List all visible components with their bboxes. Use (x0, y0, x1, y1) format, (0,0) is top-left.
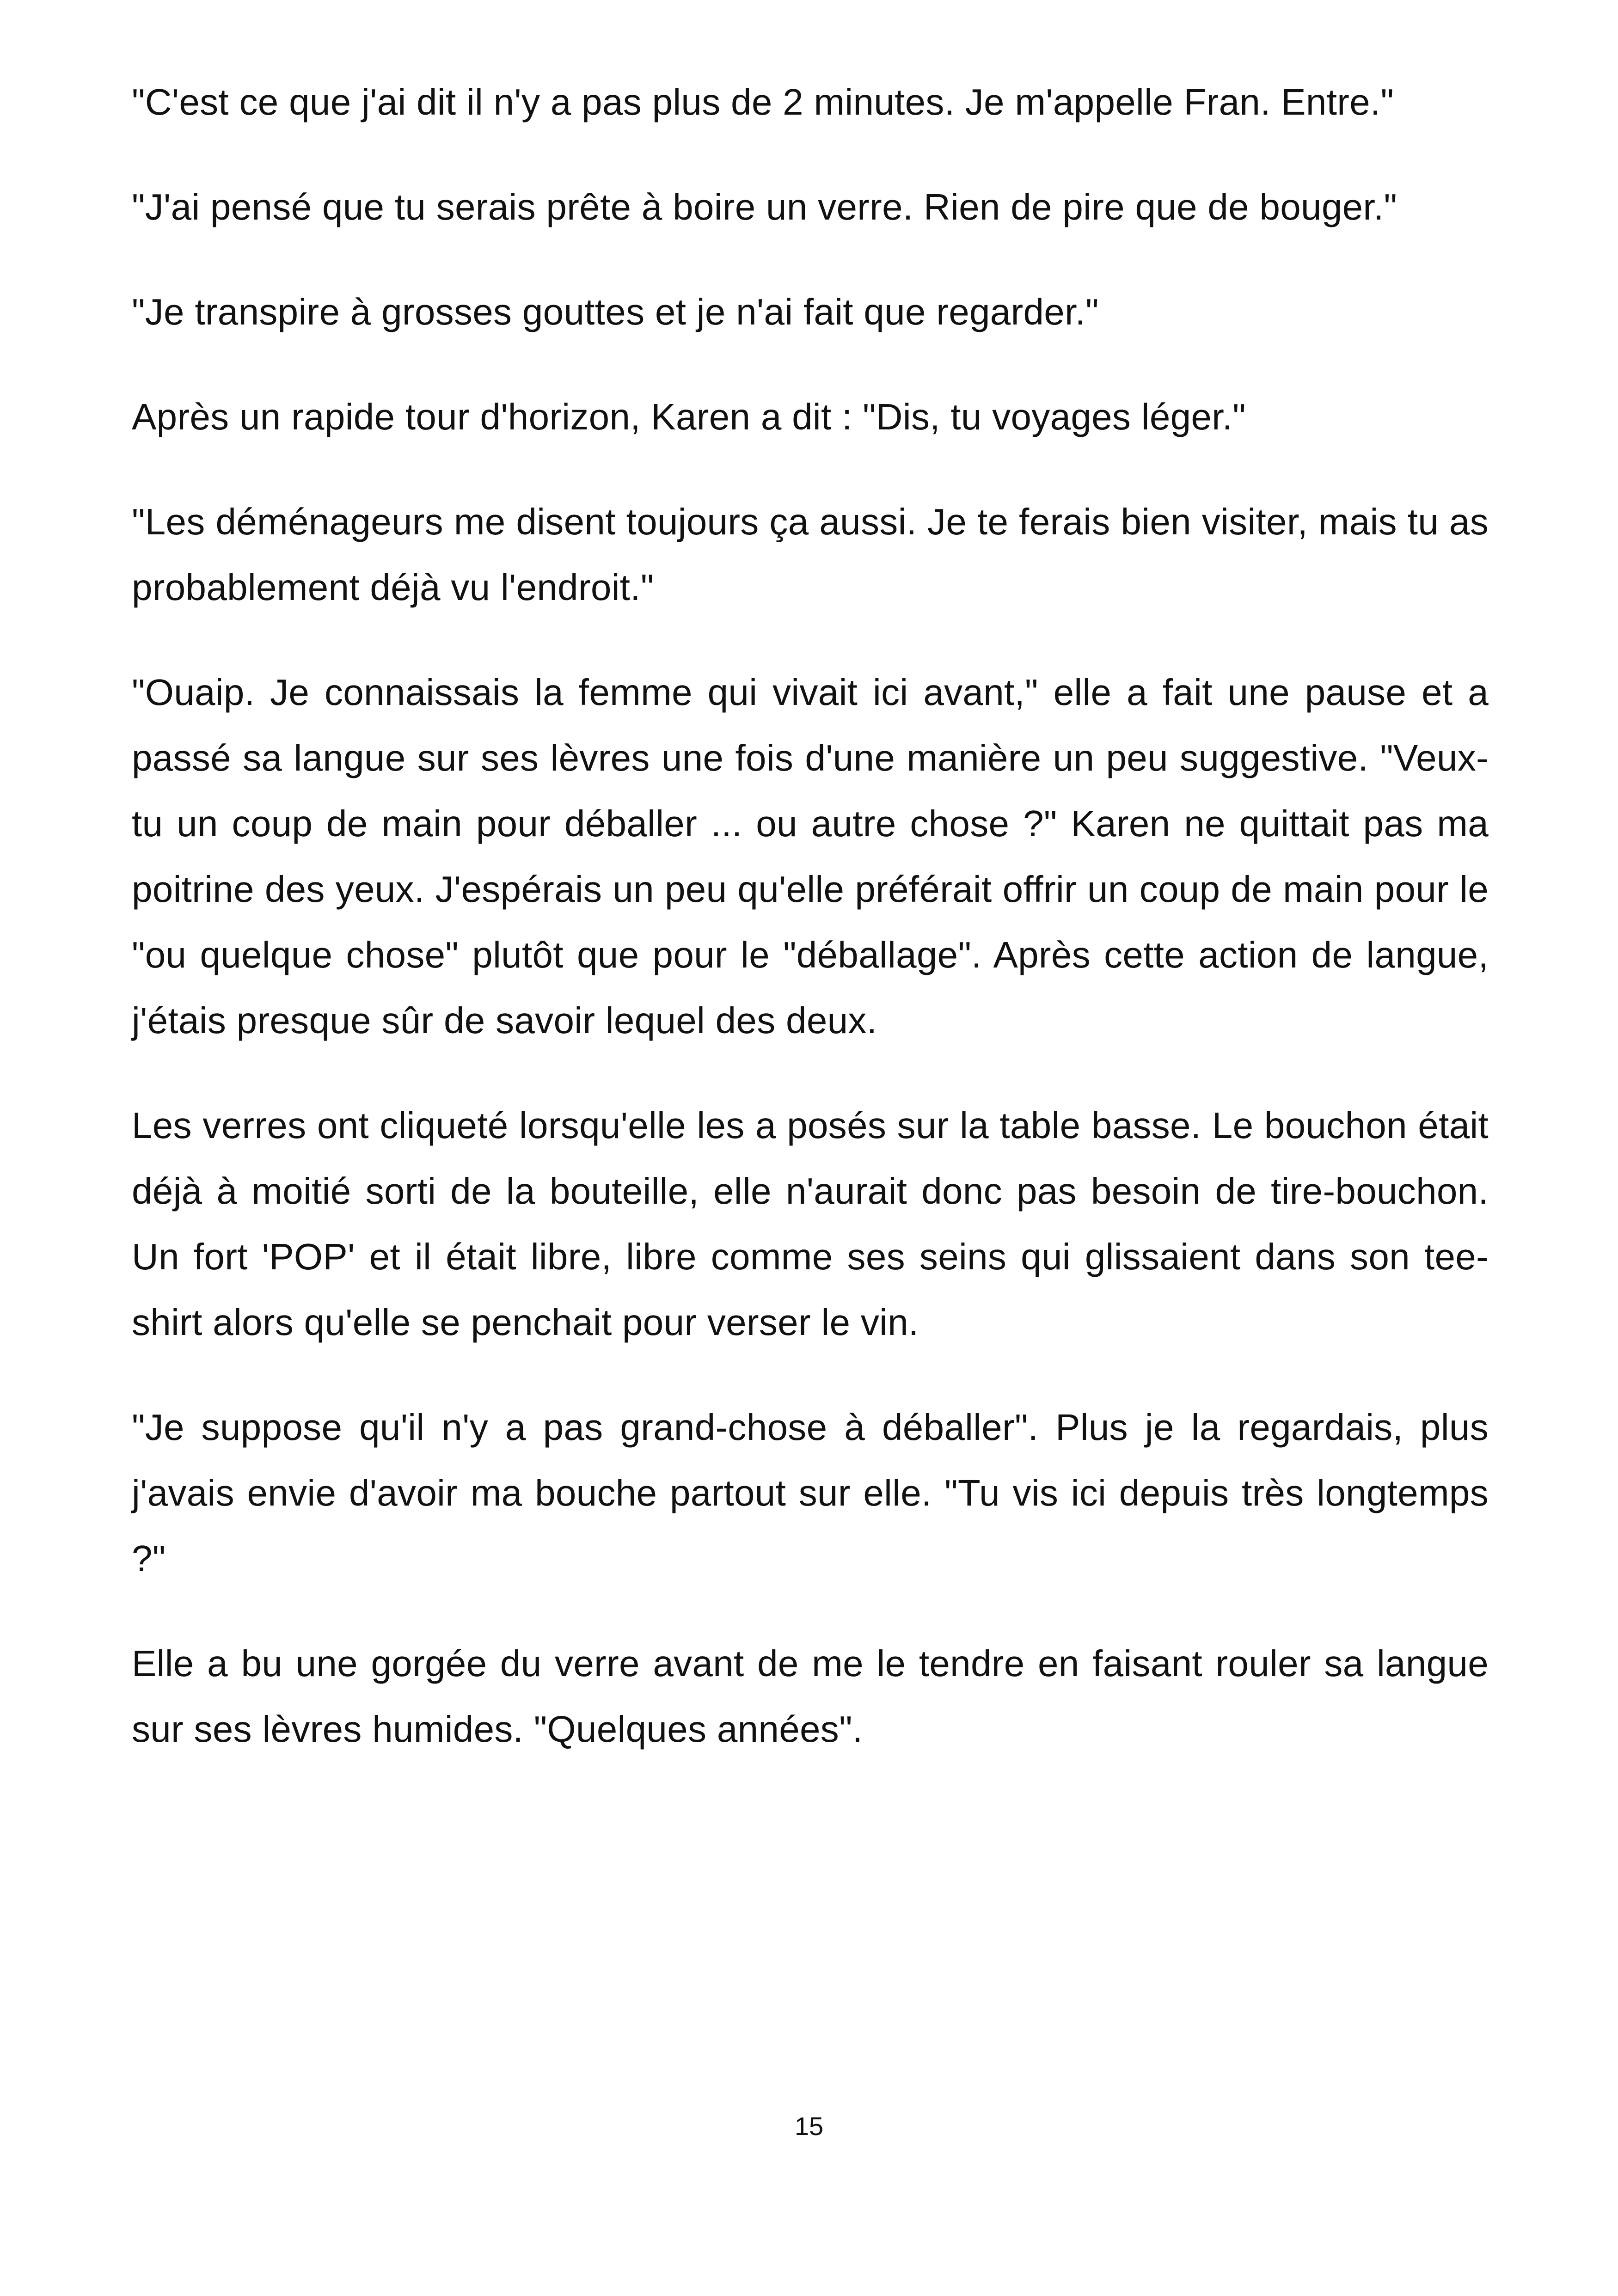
body-text (132, 69, 1489, 1801)
paragraph: Après un rapide tour d'horizon, Karen a dit : "Dis, tu voyages léger." (132, 396, 1246, 437)
paragraph: "Les déménageurs me disent toujours ça aussi. Je te ferais bien visiter, mais tu as probablement déjà vu l'endroit." (132, 501, 1489, 608)
paragraph: "C'est ce que j'ai dit il n'y a pas plus de 2 minutes. Je m'appelle Fran. Entre." (132, 81, 1394, 122)
page-number: 15 (794, 2112, 824, 2141)
paragraph: "Ouaip. Je connaissais la femme qui vivait ici avant," elle a fait une pause et a passé sa langue sur ses lèvres une fois d'une manière un peu suggestive. "Veux-tu un coup de main pour déballer ... ou autre chose ?" Karen ne quittait pas ma poitrine des yeux. J'espérais un peu qu'elle préférait offrir un coup de main pour le "ou quelque chose" plutôt que pour le "déballage". Après cette action de langue, j'étais presque sûr de savoir lequel des deux. (132, 672, 1489, 1041)
paragraph: Elle a bu une gorgée du verre avant de me le tendre en faisant rouler sa langue sur ses lèvres humides. "Quelques années". (132, 1643, 1489, 1750)
paragraph: "Je transpire à grosses gouttes et je n'ai fait que regarder." (132, 291, 1099, 332)
paragraph: "Je suppose qu'il n'y a pas grand-chose à déballer". Plus je la regardais, plus j'avais envie d'avoir ma bouche partout sur elle. "Tu vis ici depuis très longtemps ?" (132, 1407, 1489, 1579)
paragraph: Les verres ont cliqueté lorsqu'elle les a posés sur la table basse. Le bouchon était déjà à moitié sorti de la bouteille, elle n'aurait donc pas besoin de tire-bouchon. Un fort 'POP' et il était libre, libre comme ses seins qui glissaient dans son tee-shirt alors qu'elle se penchait pour verser le vin. (132, 1105, 1489, 1343)
paragraph: "J'ai pensé que tu serais prête à boire un verre. Rien de pire que de bouger." (132, 186, 1397, 227)
